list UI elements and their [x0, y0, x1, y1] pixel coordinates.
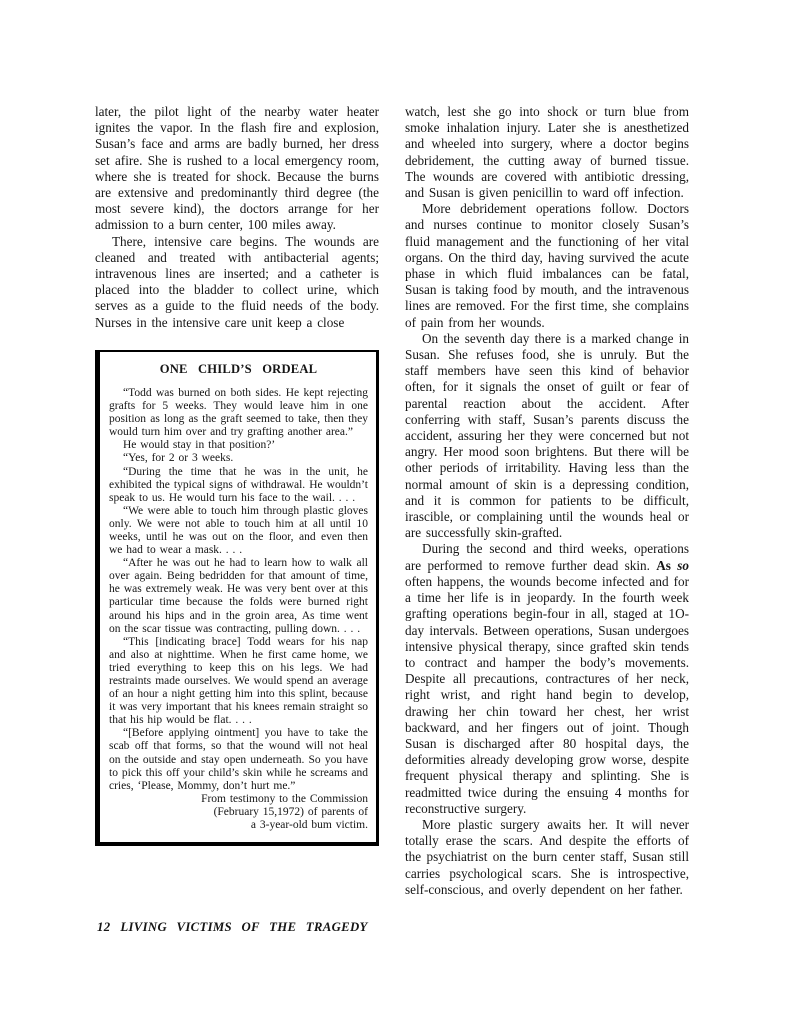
paragraph-segment: During the second and third weeks, operations are performed to remove further dead skin. [405, 541, 689, 573]
body-paragraph [405, 541, 689, 816]
box-paragraph: “Yes, for 2 or 3 weeks. [123, 452, 234, 465]
box-paragraph: “We were able to touch him through plastic gloves only. We were not able to touch him at all until 10 weeks, until he was out on the floor, and even then we had to wear a mask. . . . [109, 504, 368, 557]
attribution-line: (February 15,1972) of parents of [213, 805, 368, 818]
attribution-line: From testimony to the Commission [201, 792, 368, 805]
body-paragraph: There, intensive care begins. The wounds are cleaned and treated with antibacterial agents; intravenous lines are inserted; and a catheter is placed into the bladder to collect urine, which serves as a guide to the fluid needs of the body. Nurses in the intensive care unit keep a close [95, 233, 379, 330]
body-paragraph: More plastic surgery awaits her. It will never totally erase the scars. And despite the efforts of the psychiatrist on the burn center staff, Susan still carries psychological scars. She is introspective, self-conscious, and overly dependent on her father. [405, 816, 689, 897]
box-attribution [109, 793, 368, 832]
body-paragraph: later, the pilot light of the nearby water heater ignites the vapor. In the flash fire and explosion, Susan’s face and arms are badly burned, her dress set afire. She is rushed to a local emergency room, where she is treated for shock. Because the burns are extensive and predominantly third degree (the most severe kind), the doctors arrange for her admission to a burn center, 100 miles away. [95, 104, 379, 233]
right-column [405, 104, 689, 898]
page-footer [97, 920, 368, 935]
body-paragraph: On the seventh day there is a marked change in Susan. She refuses food, she is unruly. But the staff members have seen this kind of behavior often, for it signals the onset of guilt or fear of parental reaction about the accident. After conferring with staff, Susan’s parents discuss the accident, assuring her they were concerned but not angry. Her mood soon brightens. But there will be other periods of irritability. Having less than the normal amount of skin is a depressing condition, and it is common for patients to be difficult, irascible, or complaining until the wounds heal or are successfully skin-grafted. [405, 330, 689, 541]
box-paragraph: “[Before applying ointment] you have to take the scab off that forms, so that the wound will not heal on the outside and stay open underneath. So you have to pick this off your child’s skin while he screams and cries, ‘Please, Mommy, don’t hurt me.” [109, 727, 368, 792]
footer-book-title: LIVING VICTIMS OF THE TRAGEDY [120, 920, 368, 934]
paragraph-segment: often happens, the wounds become infected and for a time her life is in jeopardy. In the fourth week grafting operations begin-four in all, staged at 1O-day intervals. Between operations, Susan undergoes intensive physical therapy, since grafted skin tends to contract and hamper the body’s movements. Despite all precautions, contractures of her neck, right wrist, and right hand begin to develop, drawing her chin toward her chest, her wrist backward, and her fingers out of joint. Though Susan is discharged after 80 hospital days, the deformities already developing grow worse, despite frequent physical therapy and splinting. She is readmitted twice during the ensuing 4 months for reconstructive surgery. [405, 573, 689, 816]
body-paragraph: watch, lest she go into shock or turn blue from smoke inhalation injury. Later she is anesthetized and wheeled into surgery, where a doctor begins debridement, the cutting away of burned tissue. The wounds are covered with antibiotic dressing, and Susan is given penicillin to ward off infection. [405, 104, 689, 201]
box-paragraph: “During the time that he was in the unit, he exhibited the typical signs of withdrawal. He wouldn’t speak to us. He would turn his face to the wail. . . . [109, 465, 368, 504]
box-paragraph: “This [indicating brace] Todd wears for his nap and also at nighttime. When he first came home, we tried everything to keep this on his legs. We had restraints made ourselves. We would spend an average of an hour a night getting him into this splint, because it was very important that his knees remain straight so that his hip would be flat. . . . [109, 635, 368, 727]
case-study-box [95, 350, 379, 846]
paragraph-segment-bold: As [656, 557, 671, 573]
paragraph-segment-bold-italic: so [670, 557, 689, 573]
left-column [95, 104, 379, 846]
attribution-line: a 3-year-old bum victim. [250, 819, 368, 832]
footer-page-number: 12 [97, 920, 111, 934]
box-paragraph: “After he was out he had to learn how to walk all over again. Being bedridden for that amount of time, he was extremely weak. He was very bent over at this particular time because the folds were burned right around his hips and in the groin area, As time went on the scar tissue was contracting, pulling down. . . . [109, 557, 368, 635]
box-title: ONE CHILD’S ORDEAL [159, 361, 318, 376]
body-paragraph: More debridement operations follow. Doctors and nurses continue to monitor closely Susan’s fluid management and the functioning of her vital organs. On the third day, having survived the acute phase in which fluid imbalances can be fatal, Susan is taking food by mouth, and the intravenous lines are removed. For the first time, she complains of pain from her wounds. [405, 201, 689, 330]
box-paragraph: “Todd was burned on both sides. He kept rejecting grafts for 5 weeks. They would leave him in one position as long as the graft seemed to take, then they would turn him over and try grafting another area.” [109, 386, 368, 439]
box-paragraph: He would stay in that position?’ [123, 439, 276, 452]
